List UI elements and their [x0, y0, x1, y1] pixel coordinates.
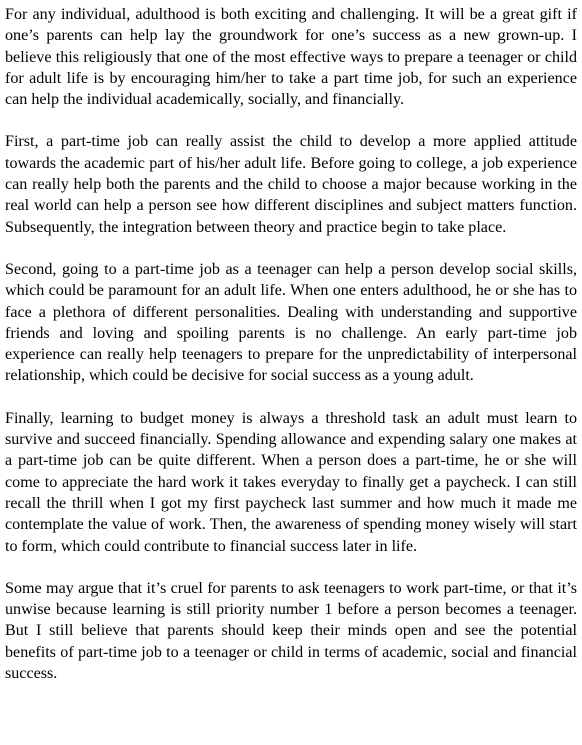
paragraph-financial: Finally, learning to budget money is always a threshold task an adult must learn to survive and succeed financially. Spending allowance and expending salary one makes at a part-time job can be quite different. When a person does a part-time, he or she will come to appreciate the hard work it takes everyday to finally get a paycheck. I can still recall the thrill when I got my first paycheck last summer and how much it made me contemplate the value of work. Then, the awareness of spending money wisely will start to form, which could contribute to financial success later in life. — [5, 409, 577, 555]
paragraph-social: Second, going to a part-time job as a teenager can help a person develop social skills, which could be paramount for an adult life. When one enters adulthood, he or she has to face a plethora of different personalities. Dealing with understanding and supportive friends and loving and spoiling parents is no challenge. An early part-time job experience can really help teenagers to prepare for the unpredictability of interpersonal relationship, which could be decisive for social success as a young adult. — [5, 260, 577, 385]
paragraph-conclusion: Some may argue that it’s cruel for parents to ask teenagers to work part-time, or that it’s unwise because learning is still priority number 1 before a person becomes a teenager. But I still believe that parents should keep their minds open and see the potential benefits of part-time job to a teenager or child in terms of academic, social and financial success. — [5, 579, 577, 683]
paragraph-introduction: For any individual, adulthood is both exciting and challenging. It will be a great gift if one’s parents can help lay the groundwork for one’s success as a new grown-up. I believe this religiously that one of the most effective ways to prepare a teenager or child for adult life is by encouraging him/her to take a part time job, for such an experience can help the individual academically, socially, and financially. — [5, 6, 577, 109]
paragraph-academic: First, a part-time job can really assist the child to develop a more applied attitude towards the academic part of his/her adult life. Before going to college, a job experience can really help both the parents and the child to choose a major because working in the real world can help a person see how different disciplines and subject matters function. Subsequently, the integration between theory and practice begin to take place. — [5, 133, 577, 236]
